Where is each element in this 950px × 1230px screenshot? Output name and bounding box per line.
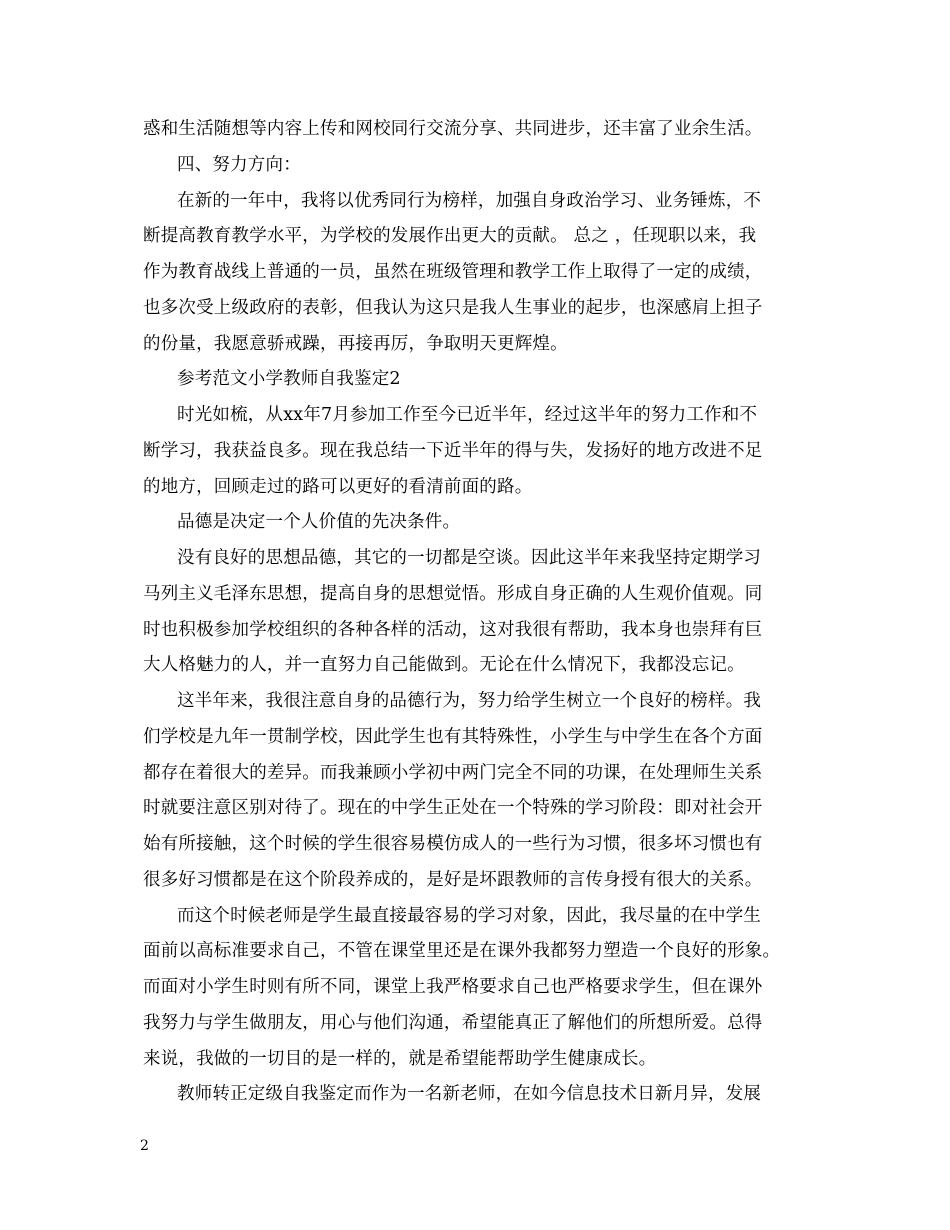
text-line: 品德是决定一个人价值的先决条件。 <box>177 512 461 533</box>
text-line: 始有所接触，这个时候的学生很容易模仿成人的一些行为习惯，很多坏习惯也有 <box>143 834 763 854</box>
text-line: 参考范文小学教师自我鉴定2 <box>177 369 401 390</box>
text-line: 很多好习惯都是在这个阶段养成的，是好是坏跟教师的言传身授有很大的关系。 <box>143 869 763 890</box>
text-line: 的份量，我愿意骄戒躁，再接再厉，争取明天更辉煌。 <box>143 333 568 354</box>
text-line: 而这个时候老师是学生最直接最容易的学习对象，因此，我尽量的在中学生 <box>177 905 762 926</box>
text-line: 都存在着很大的差异。而我兼顾小学初中两门完全不同的功课，在处理师生关系 <box>143 762 763 783</box>
text-line: 大人格魅力的人，并一直努力自己能做到。无论在什么情况下，我都没忘记。 <box>143 655 745 676</box>
text-line: 的地方，回顾走过的路可以更好的看清前面的路。 <box>143 476 533 497</box>
text-line: 也多次受上级政府的表彰，但我认为这只是我人生事业的起步，也深感肩上担子 <box>143 297 763 318</box>
text-line: 来说，我做的一切目的是一样的，就是希望能帮助学生健康成长。 <box>143 1048 657 1069</box>
text-line: 时就要注意区别对待了。现在的中学生正处在一个特殊的学习阶段：即对社会开 <box>143 798 763 819</box>
text-line: 惑和生活随想等内容上传和网校同行交流分享、共同进步，还丰富了业余生活。 <box>143 119 763 139</box>
text-line: 没有良好的思想品德，其它的一切都是空谈。因此这半年来我坚持定期学习 <box>177 548 762 568</box>
text-line: 时也积极参加学校组织的各种各样的活动，这对我很有帮助，我本身也崇拜有巨 <box>143 619 763 640</box>
text-line: 面前以高标准要求自己，不管在课堂里还是在课外我都努力塑造一个良好的形象。 <box>143 941 781 962</box>
text-line: 断提高教育教学水平，为学校的发展作出更大的贡献。 总之 ，任现职以来，我 <box>143 226 757 247</box>
text-line: 们学校是九年一贯制学校，因此学生也有其特殊性，小学生与中学生在各个方面 <box>143 726 763 747</box>
text-line: 作为教育战线上普通的一员，虽然在班级管理和教学工作上取得了一定的成绩， <box>143 262 763 282</box>
text-line: 四、努力方向： <box>177 154 301 175</box>
text-line: 我努力与学生做朋友，用心与他们沟通，希望能真正了解他们的所想所爱。总得 <box>143 1012 763 1033</box>
text-line: 在新的一年中，我将以优秀同行为榜样，加强自身政治学习、业务锤炼，不 <box>177 190 762 211</box>
text-line: 马列主义毛泽东思想，提高自身的思想觉悟。形成自身正确的人生观价值观。同 <box>143 583 763 604</box>
page-number: 2 <box>140 1138 149 1154</box>
text-line: 断学习，我获益良多。现在我总结一下近半年的得与失，发扬好的地方改进不足 <box>143 440 763 461</box>
text-line: 而面对小学生时则有所不同，课堂上我严格要求自己也严格要求学生，但在课外 <box>143 977 763 997</box>
text-line: 时光如梳，从xx年7月参加工作至今已近半年，经过这半年的努力工作和不 <box>177 405 758 425</box>
text-line: 这半年来，我很注意自身的品德行为，努力给学生树立一个良好的榜样。我 <box>177 691 762 711</box>
text-line: 教师转正定级自我鉴定而作为一名新老师，在如今信息技术日新月异，发展 <box>177 1084 762 1105</box>
document-body <box>143 112 823 1113</box>
